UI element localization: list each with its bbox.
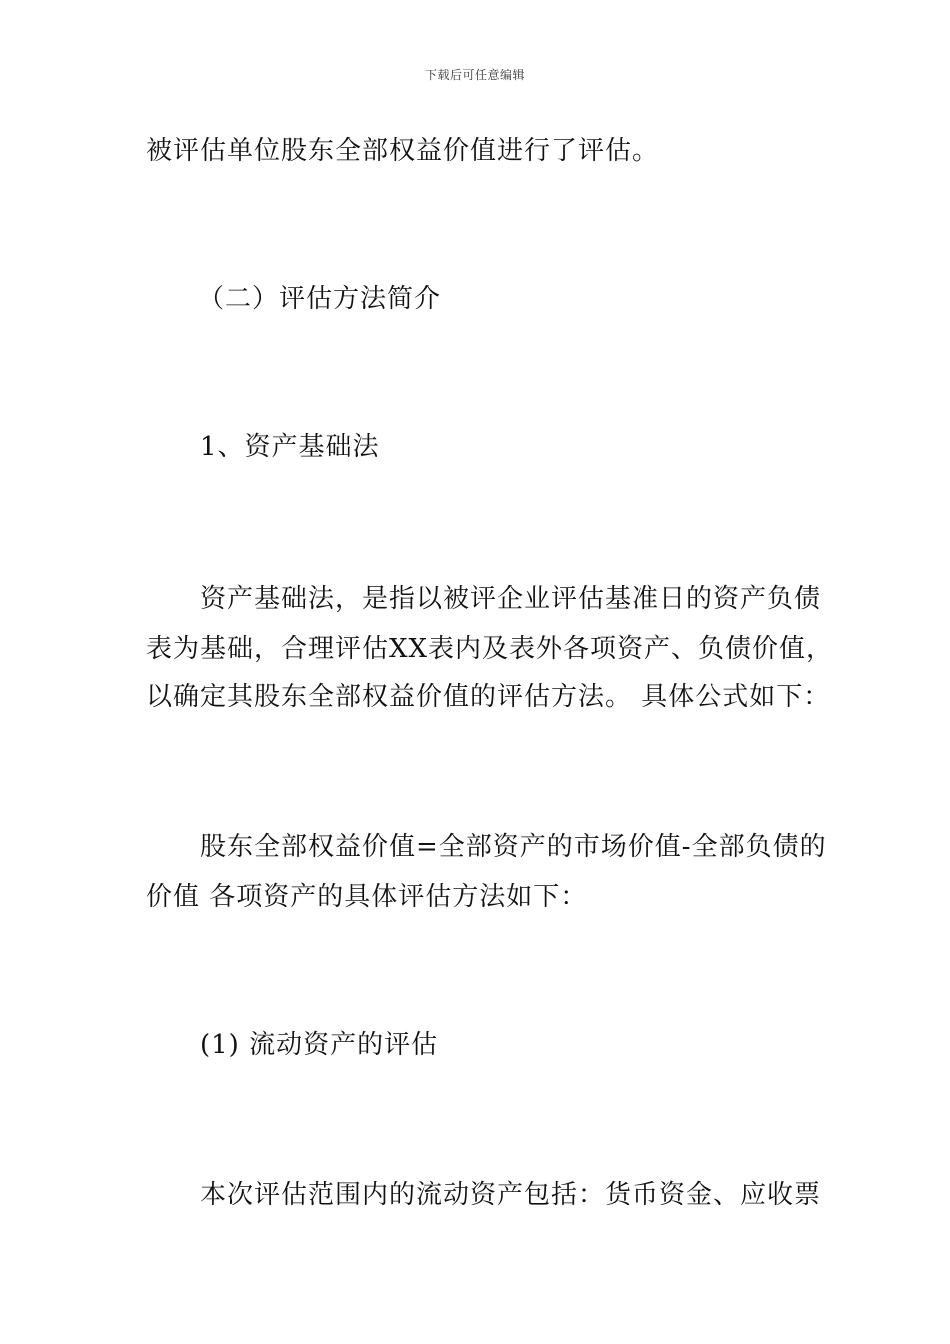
section-heading: （二）评估方法简介 — [198, 284, 442, 314]
formula-line: 价值 各项资产的具体评估方法如下： — [146, 882, 588, 912]
paragraph-line: 被评估单位股东全部权益价值进行了评估。 — [146, 136, 660, 166]
paragraph-line: 表为基础，合理评估XX表内及表外各项资产、负债价值， — [146, 634, 834, 664]
paragraph-line: 本次评估范围内的流动资产包括：货币资金、应收票 — [200, 1180, 822, 1210]
paragraph-line: 资产基础法，是指以被评企业评估基准日的资产负债 — [200, 584, 822, 614]
page-header-note: 下载后可任意编辑 — [424, 68, 525, 82]
subsection-heading: 1、资产基础法 — [200, 432, 380, 462]
paragraph-line: 以确定其股东全部权益价值的评估方法。 具体公式如下： — [146, 682, 831, 712]
item-heading: (1) 流动资产的评估 — [200, 1030, 439, 1060]
formula-line: 股东全部权益价值=全部资产的市场价值-全部负债的 — [200, 832, 827, 862]
